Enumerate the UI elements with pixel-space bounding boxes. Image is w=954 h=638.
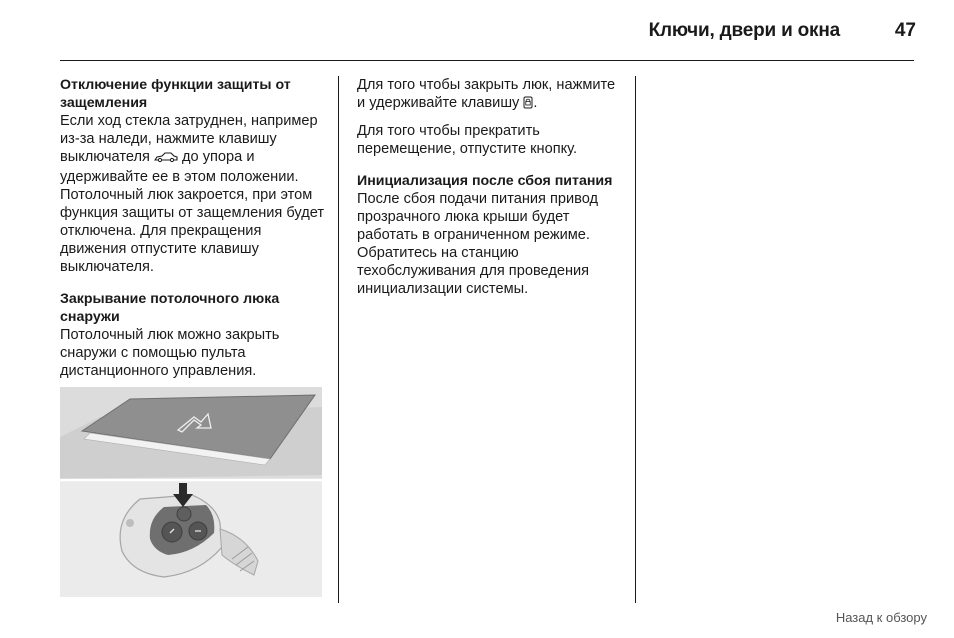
back-to-overview-link[interactable]: Назад к обзору [835, 610, 927, 625]
car-roof-switch-icon [154, 150, 178, 168]
sunroof-remote-illustration [60, 387, 322, 597]
section-body-pinch-protection [60, 112, 326, 276]
section-heading-close-outside: Закрывание потолочного люка снаружи [60, 291, 280, 325]
section-body-power-reset: После сбоя подачи питания привод прозрачного люка крыши будет работать в ограниченном режиме. Обратитесь на станцию техобслуживания для проведения инициализации системы. [357, 191, 599, 297]
column-1 [60, 76, 326, 380]
chapter-title: Ключи, двери и окна [648, 20, 840, 41]
body-text-part2: до упора и удерживайте ее в этом положении. Потолочный люк закроется, при этом функция защиты от защемления будет отключена. Для прекращения движения отпустите клавишу выключателя. [60, 149, 325, 275]
section-heading-pinch-protection: Отключение функции защиты от защемления [60, 77, 291, 111]
header-divider [60, 60, 914, 61]
column-divider-2 [635, 76, 636, 603]
section-heading-power-reset: Инициализация после сбоя питания [357, 173, 613, 189]
stop-instruction: Для того чтобы прекратить перемещение, отпустите кнопку. [357, 123, 578, 157]
column-divider-1 [338, 76, 339, 603]
close-instruction: Для того чтобы закрыть люк, нажмите и удерживайте клавишу . [357, 76, 625, 114]
body-text-part1: Если ход стекла затруднен, например из-за наледи, нажмите клавишу выключателя [60, 113, 318, 165]
remote-lock-button-icon [523, 96, 533, 114]
section-body-close-outside: Потолочный люк можно закрыть снаружи с помощью пульта дистанционного управления. [60, 327, 280, 379]
page-number: 47 [894, 20, 916, 41]
close-instruction-text: Для того чтобы закрыть люк, нажмите и удерживайте клавишу [357, 77, 616, 111]
column-2 [357, 76, 625, 298]
